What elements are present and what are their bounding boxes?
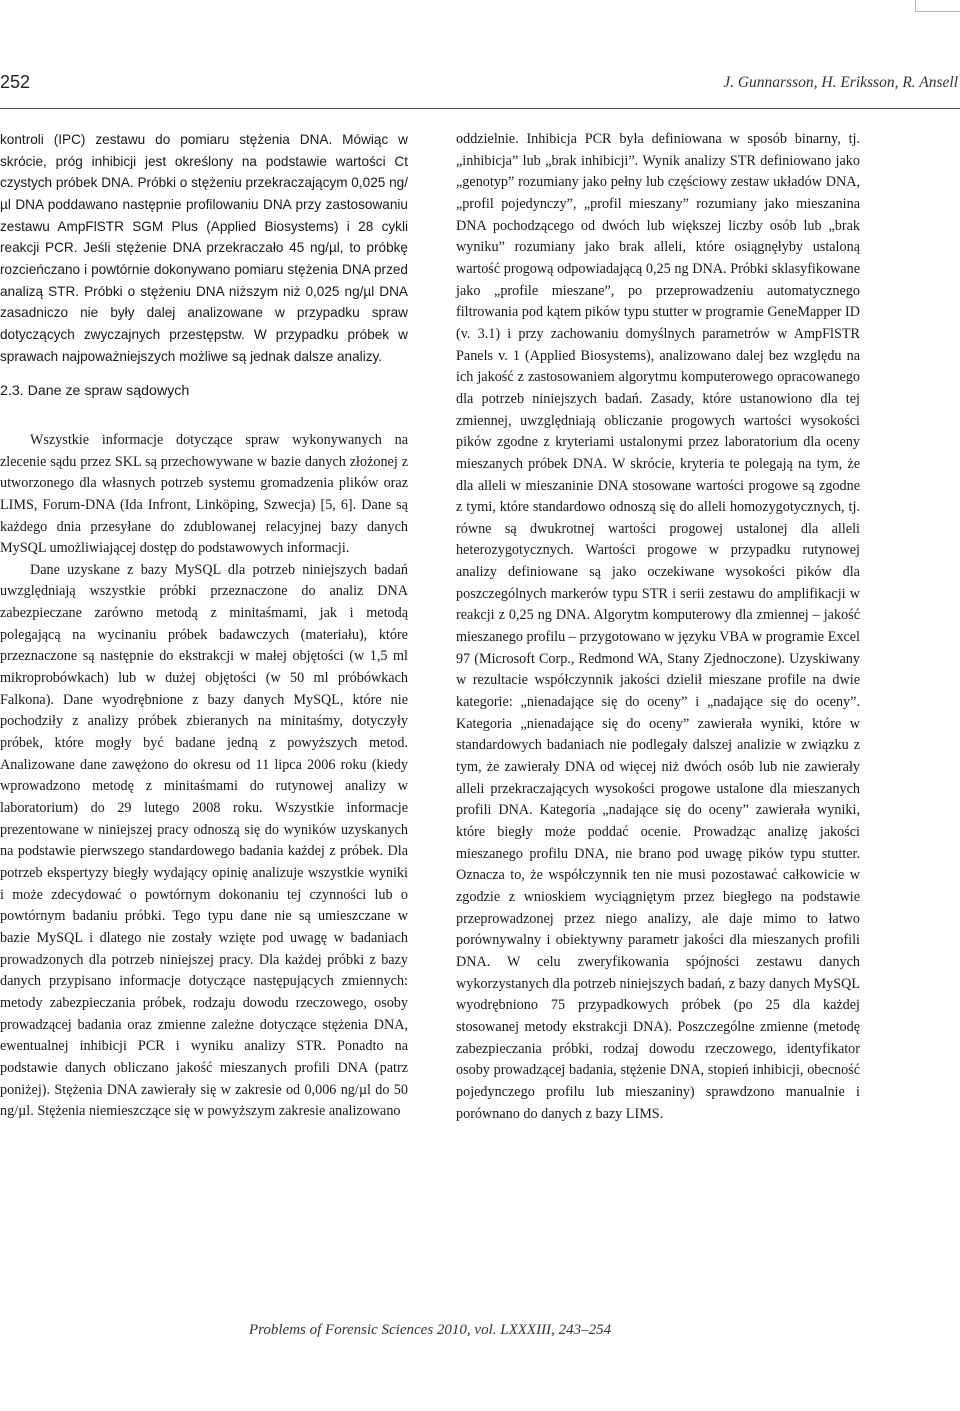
running-head-authors: J. Gunnarsson, H. Eriksson, R. Ansell <box>723 74 958 91</box>
paragraph: Dane uzyskane z bazy MySQL dla potrzeb niniejszych badań uwzględniają wszystkie próbki przeznaczone do analiz DNA zabezpieczane zarówno metodą z minitaśmami, jak i metodą polegającą na wycinaniu próbek badawczych (materiału), które przeznaczone są następnie do ekstrakcji w małej objętości (w 1,5 ml mikroprobówkach) lub w dużej objętości (w 50 ml próbówkach Falkona). Dane wyodrębnione z bazy danych MySQL, które nie pochodziły z analizy próbek zbieranych na minitaśmy, dotyczyły próbek, które mogły być badane jedną z powyższych metod. Analizowane dane zawężono do okresu od 11 lipca 2006 roku (kiedy wprowadzono metodę z minitaśmami do rutynowej analizy w laboratorium) do 29 lutego 2008 roku. Wszystkie informacje prezentowane w niniejszej pracy odnoszą się do wyników uzyskanych na podstawie pierwszego standardowego badania każdej z próbek. Dla potrzeb ekspertyzy biegły wydający opinię analizuje wszystkie wyniki i może zdecydować o powtórnym dokonaniu tej czynności lub o powtórnym badaniu próbki. Tego typu dane nie są umieszczane w bazie MySQL i dlatego nie zostały wzięte pod uwagę w badaniach prowadzonych dla potrzeb niniejszej pracy. Dla każdej próbki z bazy danych przypisano informacje dotyczące następujących zmiennych: metody zabezpieczania próbek, rodzaju dowodu rzeczowego, osoby prowadzącej badania oraz zmienne zależne dotyczące stężenia DNA, ewentualnej inhibicji PCR i wyniku analizy STR. Ponadto na podstawie danych obliczano jakość mieszanych profili DNA (patrz poniżej). Stężenia DNA zawierały się w zakresie od 0,006 ng/µl do 50 ng/µl. Stężenia niemieszczące się w powyższym zakresie analizowano <box>0 561 408 1120</box>
footer-citation: Problems of Forensic Sciences 2010, vol. LXXXIII, 243–254 <box>248 1322 612 1338</box>
page-corner-mark <box>915 0 960 12</box>
section-heading: 2.3. Dane ze spraw sądowych <box>0 383 190 400</box>
page-number: 252 <box>0 72 31 92</box>
paragraph: Wszystkie informacje dotyczące spraw wykonywanych na zlecenie sądu przez SKL są przechowywane w bazie danych złożonej z utworzonego dla własnych potrzeb systemu gromadzenia plików oraz LIMS, Forum-DNA (Ida Infront, Linköping, Szwecja) [5, 6]. Dane są każdego dnia przesyłane do zdublowanej relacyjnej bazy danych MySQL umożliwiającej dostęp do podstawowych informacji. <box>0 431 408 557</box>
left-column <box>0 129 408 1123</box>
right-column <box>456 129 860 1125</box>
header-rule <box>0 108 960 109</box>
paragraph: oddzielnie. Inhibicja PCR była definiowana w sposób binarny, tj. „inhibicja” lub „brak inhibicji”. Wynik analizy STR definiowano jako „genotyp” rozumiany jako pełny lub częściowy zestaw układów DNA, „profil pojedynczy”, „profil mieszany” rozumiany jako mieszanina DNA pochodzącego od dwóch lub większej liczby osób lub „brak wyniku” rozumiany jako brak alleli, które osiągnęłyby ustaloną wartość progową odpowiadającą 0,25 ng DNA. Próbki sklasyfikowane jako „profile mieszane”, po przeprowadzeniu automatycznego filtrowania pod kątem pików typu stutter w programie GeneMapper ID (v. 3.1) i przy zachowaniu domyślnych parametrów w AmpFlSTR Panels v. 1 (Applied Biosystems), analizowano dalej bez względu na ich jakość z zastosowaniem algorytmu komputerowego opracowanego dla potrzeb niniejszych badań. Zasady, które ustanowiono dla tej zmiennej, uwzględniają obliczanie progowych wartości wysokości pików zgodne z kryteriami ustalonymi przez laboratorium dla oceny mieszanych próbek DNA. W skrócie, kryteria te polegają na tym, że dla alleli w mieszaninie DNA stosowane wartości progowe są zgodne z tymi, które standardowo odnoszą się do alleli homozygotycznych, tj. równe są dwukrotnej wartości progowej ustalonej dla alleli heterozygotycznych. Wartości progowe w przypadku rutynowej analizy definiowane są jako oczekiwane wysokości pików dla poszczególnych markerów typu STR i serii zestawu do amplifikacji w reakcji z 0,25 ng DNA. Algorytm komputerowy dla zmiennej – jakość mieszanego profilu – przygotowano w języku VBA w programie Excel 97 (Microsoft Corp., Redmond WA, Stany Zjednoczone). Uzyskiwany w rezultacie współczynnik jakości dzielił mieszane profile na dwie kategorie: „nienadające się do oceny” i „nadające się do oceny”. Kategoria „nienadające się do oceny” zawierała wyniki, które w standardowych badaniach nie podlegały dalszej analizie w związku z tym, że zawierały DNA od więcej niż dwóch osób lub nie zawierały alleli przekraczających wysokości progowe ustalone dla mieszanych profili DNA. Kategoria „nadające się do oceny” zawierała wyniki, które biegły może poddać ocenie. Prowadząc analizę jakości mieszanego profilu DNA, nie brano pod uwagę pików typu stutter. Oznacza to, że współczynnik ten nie musi pozostawać całkowicie w zgodzie z wnioskiem wyciągniętym przez biegłego na podstawie przeprowadzonej przez niego analizy, ale daje mimo to łatwo porównywalny i obiektywny parametr jakości dla mieszanych profili DNA. W celu zweryfikowania spójności zestawu danych wykorzystanych dla potrzeb niniejszych badań, z bazy danych MySQL wyodrębniono 75 przypadkowych próbek (po 25 dla każdej stosowanej metody ekstrakcji DNA). Poszczególne zmienne (metodę zabezpieczania próbki, rodzaj dowodu rzeczowego, identyfikator osoby prowadzącej badania, stężenie DNA, stopień inhibicji, obecność pojedynczego profilu lub mieszaniny) sprawdzono manualnie i porównano do danych z bazy LIMS. <box>456 131 860 1122</box>
paragraph: kontroli (IPC) zestawu do pomiaru stężenia DNA. Mówiąc w skrócie, próg inhibicji jest określony na podstawie wartości Ct czystych próbek DNA. Próbki o stężeniu przekraczającym 0,025 ng/µl DNA poddawano następnie profilowaniu DNA przy zastosowaniu zestawu AmpFlSTR SGM Plus (Applied Biosystems) i 28 cykli reakcji PCR. Jeśli stężenie DNA przekraczało 45 ng/µl, to próbkę rozcieńczano i powtórnie dokonywano pomiaru stężenia DNA przed analizą STR. Próbki o stężeniu DNA niższym niż 0,025 ng/µl DNA zasadniczo nie były dalej analizowane w przypadku spraw dotyczących zwyczajnych przestępstw. W przypadku próbek w sprawach najpoważniejszych możliwe są jednak dalsze analizy. <box>0 132 408 364</box>
